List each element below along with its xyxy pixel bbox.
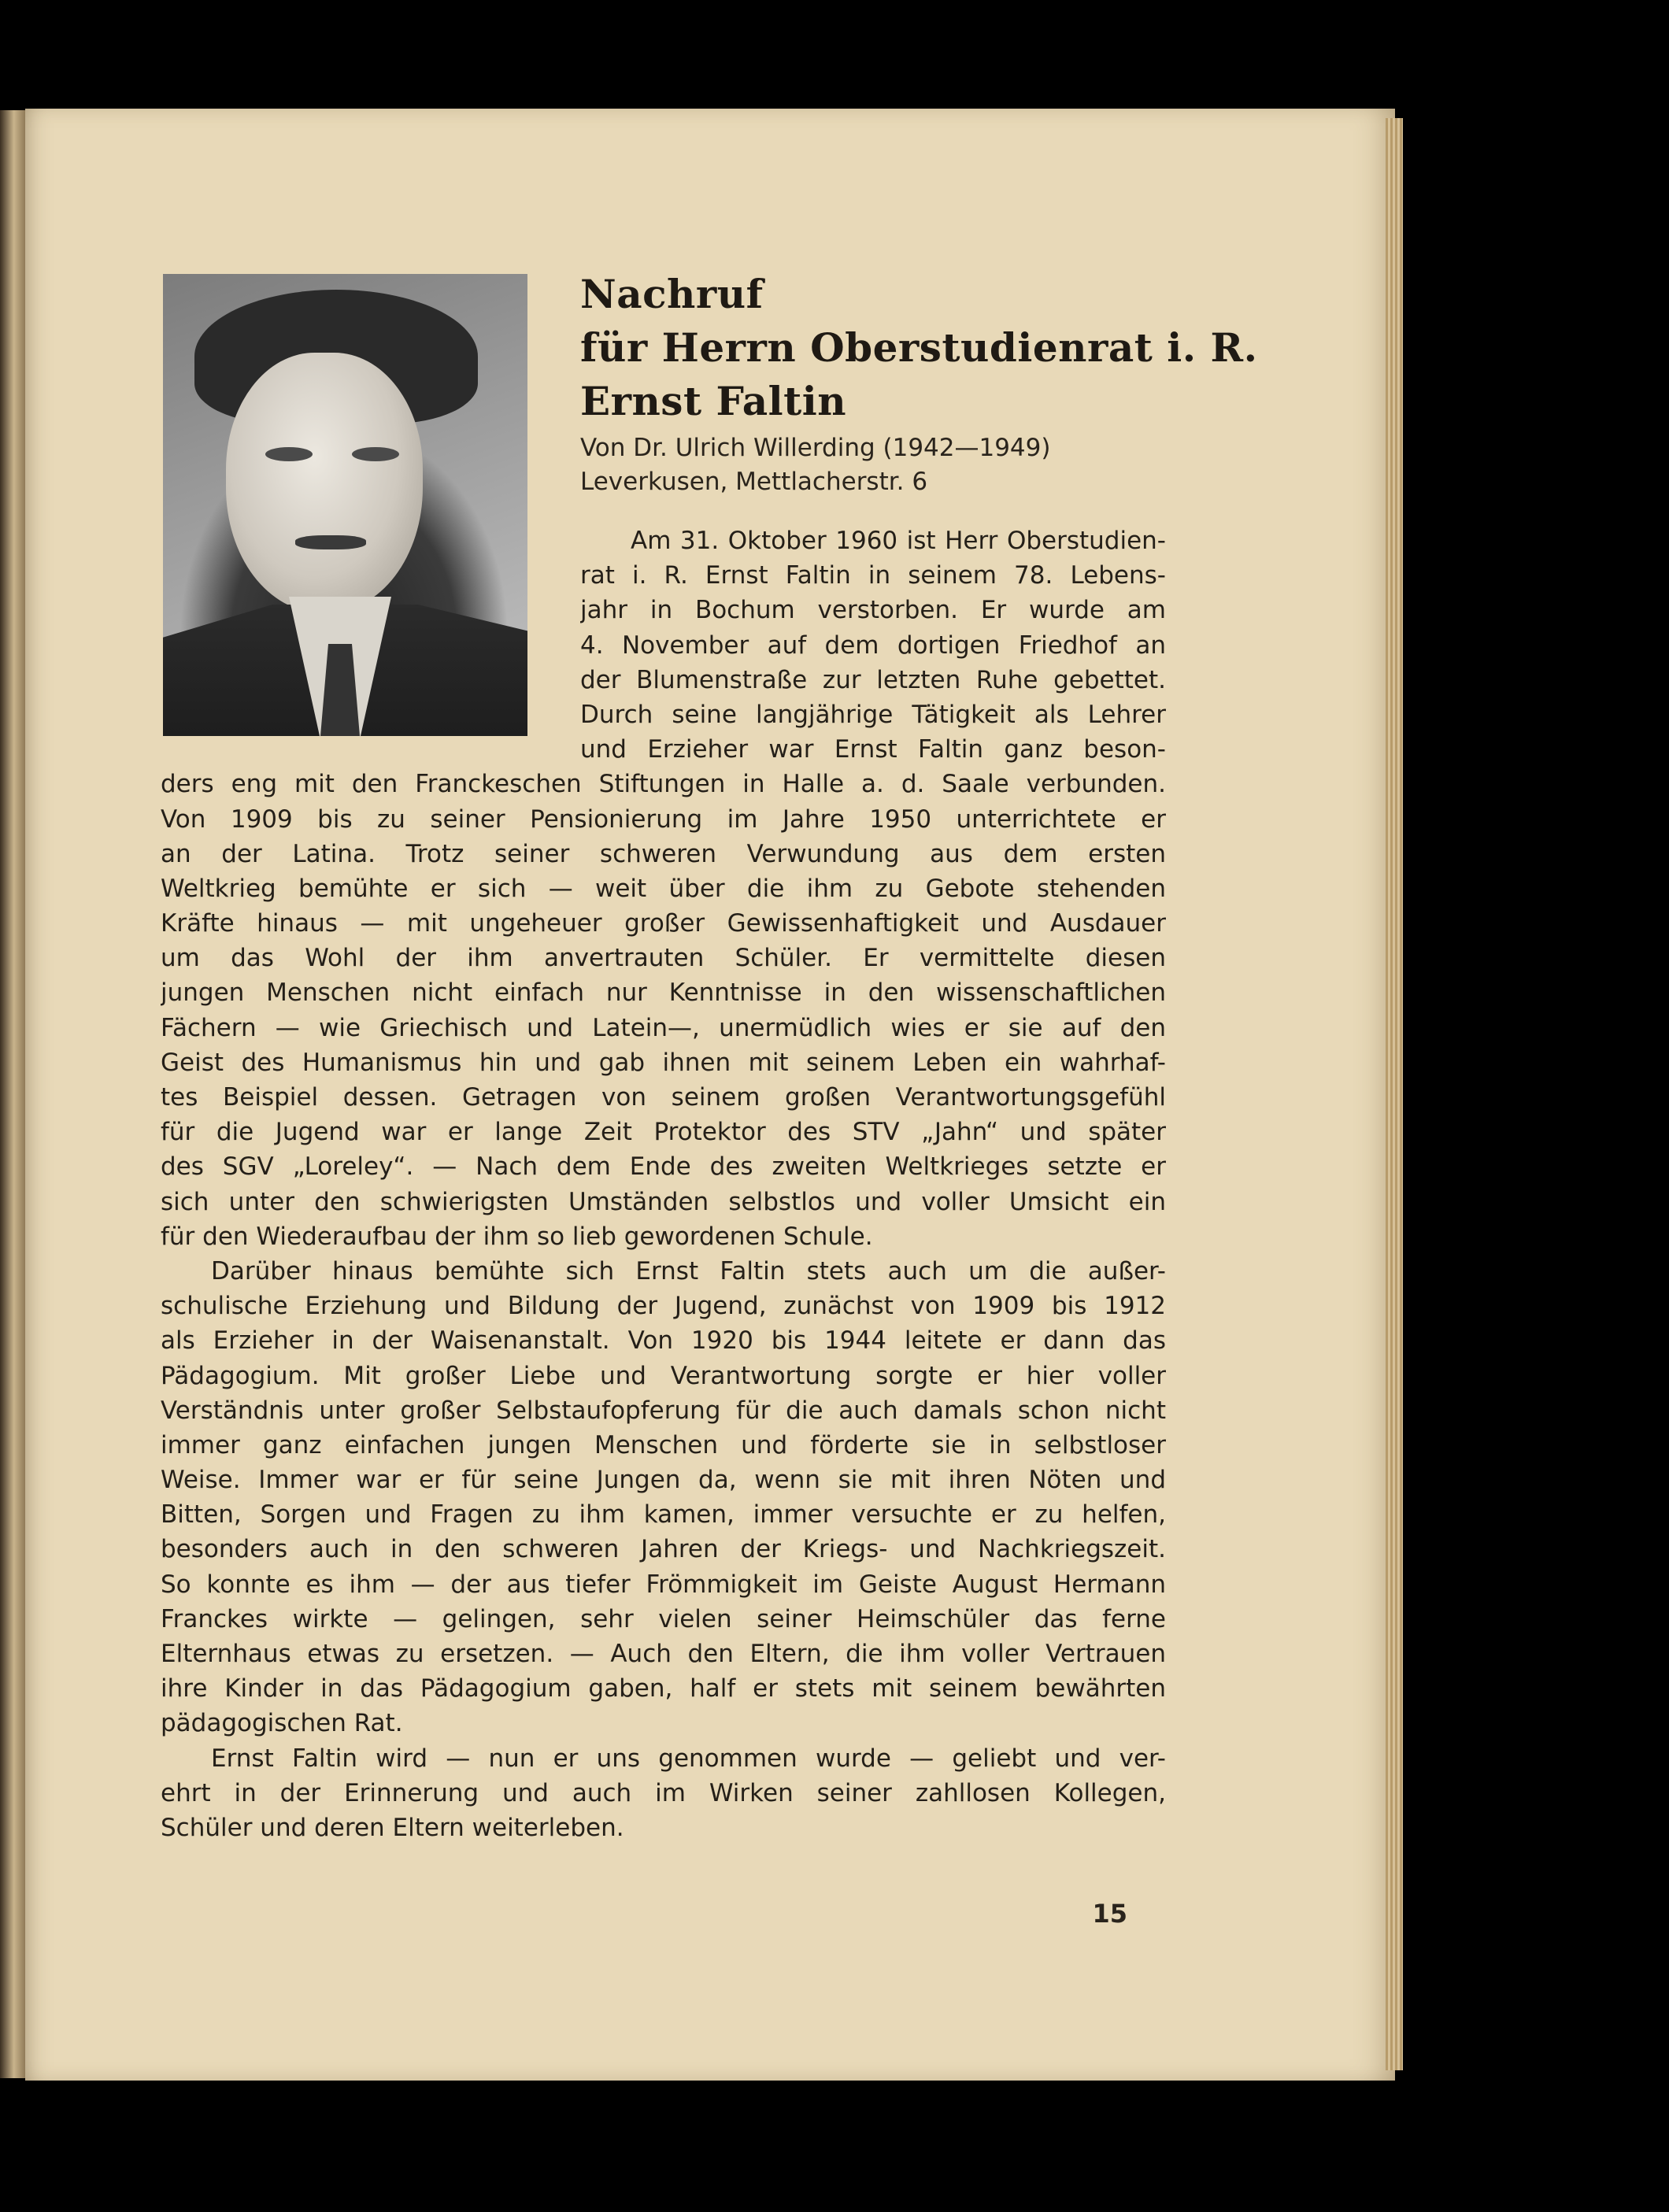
body-line: für den Wiederaufbau der ihm so lieb gewordenen Schule. (161, 1222, 873, 1251)
body-line: Elternhaus etwas zu ersetzen. — Auch den Eltern, die ihm voller Vertrauen (161, 1640, 1166, 1668)
body-line: ihre Kinder in das Pädagogium gaben, half er stets mit seinem bewährten (161, 1674, 1166, 1703)
body-line: für die Jugend war er lange Zeit Protektor des STV „Jahn“ und später (161, 1118, 1166, 1147)
body-line: um das Wohl der ihm anvertrauten Schüler. Er vermittelte diesen (161, 944, 1166, 973)
portrait-eye (265, 447, 313, 461)
body-line: besonders auch in den schweren Jahren der Kriegs- und Nachkriegszeit. (161, 1535, 1166, 1564)
portrait-eye (352, 447, 399, 461)
page-stack-edge (1386, 118, 1403, 2070)
body-line: Geist des Humanismus hin und gab ihnen mit seinem Leben ein wahrhaf- (161, 1048, 1166, 1077)
left-page-edge (0, 110, 25, 2078)
body-line: Pädagogium. Mit großer Liebe und Verantwortung sorgte er hier voller (161, 1361, 1166, 1390)
body-line: Ernst Faltin wird — nun er uns genommen wurde — geliebt und ver- (211, 1744, 1166, 1773)
body-line: rat i. R. Ernst Faltin in seinem 78. Lebens- (580, 561, 1166, 590)
page-number: 15 (1092, 1899, 1127, 1929)
body-line: Weltkrieg bemühte er sich — weit über die ihm zu Gebote stehenden (161, 874, 1166, 903)
body-line: jahr in Bochum verstorben. Er wurde am (580, 596, 1166, 625)
body-line: Fächern — wie Griechisch und Latein—, unermüdlich wies er sie auf den (161, 1013, 1166, 1042)
body-line: ehrt in der Erinnerung und auch im Wirken seiner zahllosen Kollegen, (161, 1778, 1166, 1807)
body-line: als Erzieher in der Waisenanstalt. Von 1920 bis 1944 leitete er dann das (161, 1326, 1166, 1356)
body-line: der Blumenstraße zur letzten Ruhe gebettet. (580, 665, 1166, 694)
body-line: 4. November auf dem dortigen Friedhof an (580, 631, 1166, 660)
body-line: des SGV „Loreley“. — Nach dem Ende des zweiten Weltkrieges setzte er (161, 1152, 1166, 1182)
body-line: Verständnis unter großer Selbstaufopferung für die auch damals schon nicht (161, 1396, 1166, 1425)
body-line: Durch seine langjährige Tätigkeit als Lehrer (580, 700, 1166, 729)
body-line: Schüler und deren Eltern weiterleben. (161, 1813, 624, 1842)
body-line: Von 1909 bis zu seiner Pensionierung im Jahre 1950 unterrichtete er (161, 805, 1166, 834)
body-line: schulische Erziehung und Bildung der Jugend, zunächst von 1909 bis 1912 (161, 1292, 1166, 1321)
body-line: pädagogischen Rat. (161, 1709, 403, 1738)
body-line: an der Latina. Trotz seiner schweren Verwundung aus dem ersten (161, 839, 1166, 868)
body-line: Weise. Immer war er für seine Jungen da, wenn sie mit ihren Nöten und (161, 1466, 1166, 1495)
body-line: sich unter den schwierigsten Umständen selbstlos und voller Umsicht ein (161, 1187, 1166, 1216)
body-line: So konnte es ihm — der aus tiefer Frömmigkeit im Geiste August Hermann (161, 1570, 1166, 1599)
title-line: für Herrn Oberstudienrat i. R. (580, 324, 1258, 371)
body-line: und Erzieher war Ernst Faltin ganz beson- (580, 735, 1166, 764)
body-line: ders eng mit den Franckeschen Stiftungen in Halle a. d. Saale verbunden. (161, 770, 1166, 799)
title-line: Ernst Faltin (580, 378, 847, 424)
body-line: Franckes wirkte — gelingen, sehr vielen seiner Heimschüler das ferne (161, 1604, 1166, 1633)
body-line: Am 31. Oktober 1960 ist Herr Oberstudien- (631, 527, 1166, 555)
body-line: Bitten, Sorgen und Fragen zu ihm kamen, immer versuchte er zu helfen, (161, 1500, 1166, 1530)
article-title (580, 268, 1258, 428)
body-line: Kräfte hinaus — mit ungeheuer großer Gewissenhaftigkeit und Ausdauer (161, 909, 1166, 938)
byline-author: Von Dr. Ulrich Willerding (1942—1949) (580, 434, 1051, 462)
article-body (161, 523, 1166, 1845)
body-line: jungen Menschen nicht einfach nur Kenntnisse in den wissenschaftlichen (161, 978, 1166, 1008)
body-line: immer ganz einfachen jungen Menschen und förderte sie in selbstloser (161, 1430, 1166, 1459)
title-line: Nachruf (580, 271, 764, 317)
byline-address: Leverkusen, Mettlacherstr. 6 (580, 468, 928, 496)
body-line: tes Beispiel dessen. Getragen von seinem großen Verantwortungsgefühl (161, 1083, 1166, 1112)
body-line: Darüber hinaus bemühte sich Ernst Faltin stets auch um die außer- (211, 1256, 1166, 1285)
article-byline (580, 431, 1210, 499)
